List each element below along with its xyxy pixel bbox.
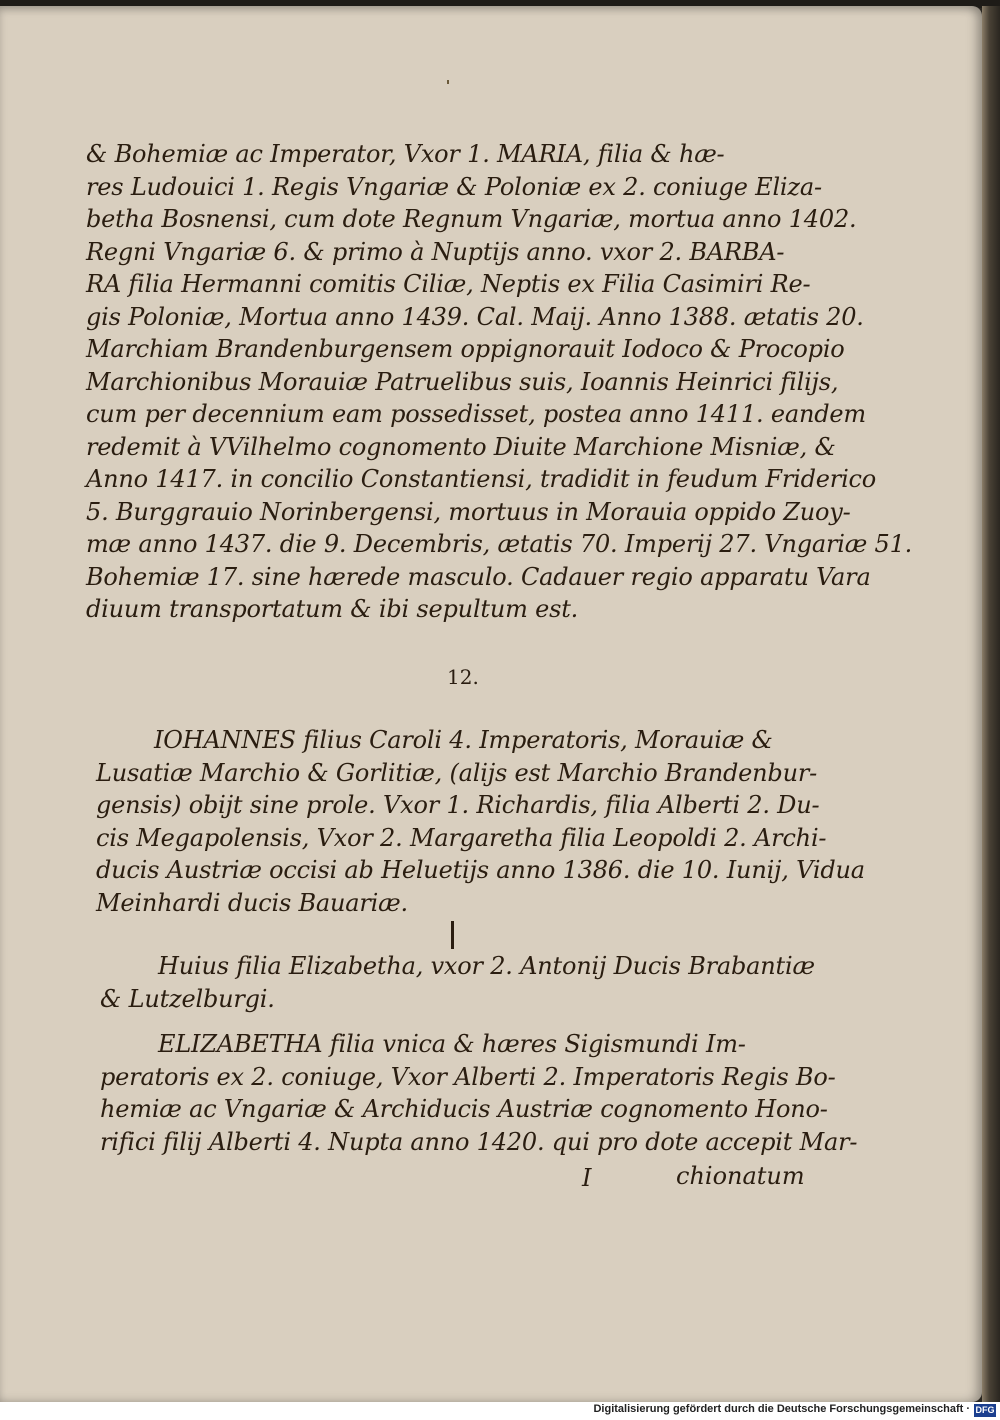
text-line: diuum transportatum & ibi sepultum est. xyxy=(86,595,579,623)
text-line: cum per decennium eam possedisset, postea anno 1411. eandem xyxy=(86,400,866,428)
text-line: mæ anno 1437. die 9. Decembris, ætatis 70. Imperij 27. Vngariæ 51. xyxy=(86,530,913,558)
text-line: & Bohemiæ ac Imperator, Vxor 1. MARIA, filia & hæ- xyxy=(86,140,725,168)
paragraph-daughter xyxy=(100,950,815,1015)
text-line: betha Bosnensi, cum dote Regnum Vngariæ, mortua anno 1402. xyxy=(86,205,857,233)
text-line: ducis Austriæ occisi ab Heluetijs anno 1386. die 10. Iunij, Vidua xyxy=(96,856,865,884)
text-line: Anno 1417. in concilio Constantiensi, tradidit in feudum Friderico xyxy=(86,465,877,493)
text-line: gis Poloniæ, Mortua anno 1439. Cal. Maij. Anno 1388. ætatis 20. xyxy=(86,302,864,331)
text-line: & Lutzelburgi. xyxy=(100,984,275,1013)
signature-mark: I xyxy=(582,1164,592,1192)
text-line: rifici filij Alberti 4. Nupta anno 1420. qui pro dote accepit Mar- xyxy=(100,1127,858,1156)
text-line: 5. Burggrauio Norinbergensi, mortuus in Morauia oppido Zuoy- xyxy=(86,497,851,526)
text-line: redemit à VVilhelmo cognomento Diuite Marchione Misniæ, & xyxy=(86,432,836,461)
footer-credit: Digitalisierung gefördert durch die Deutsche Forschungsgemeinschaft · xyxy=(593,1403,970,1415)
section-number: 12. xyxy=(447,665,479,689)
text-line: Marchiam Brandenburgensem oppignorauit Iodoco & Procopio xyxy=(86,335,845,363)
paragraph-elizabetha xyxy=(100,1028,857,1158)
catchword: chionatum xyxy=(676,1162,805,1190)
text-line: IOHANNES filius Caroli 4. Imperatoris, Morauiæ & xyxy=(154,726,773,754)
text-line: Huius filia Elizabetha, vxor 2. Antonij Ducis Brabantiæ xyxy=(158,952,815,980)
text-line: Regni Vngariæ 6. & primo à Nuptijs anno. vxor 2. BARBA- xyxy=(86,237,785,266)
text-line: gensis) obijt sine prole. Vxor 1. Richardis, filia Alberti 2. Du- xyxy=(96,791,820,819)
text-line: res Ludouici 1. Regis Vngariæ & Poloniæ ex 2. coniuge Eliza- xyxy=(86,172,822,201)
genealogy-line xyxy=(451,921,454,949)
text-line: RA filia Hermanni comitis Ciliæ, Neptis ex Filia Casimiri Re- xyxy=(86,270,811,298)
page-mark xyxy=(447,80,449,84)
dfg-logo-icon: DFG xyxy=(975,1405,995,1415)
text-line: hemiæ ac Vngariæ & Archiducis Austriæ cognomento Hono- xyxy=(100,1095,828,1123)
text-line: Bohemiæ 17. sine hærede masculo. Cadauer regio apparatu Vara xyxy=(86,562,871,591)
text-line: Lusatiæ Marchio & Gorlitiæ, (alijs est Marchio Brandenbur- xyxy=(96,758,818,787)
text-line: Marchionibus Morauiæ Patruelibus suis, Ioannis Heinrici filijs, xyxy=(86,367,839,396)
text-line: cis Megapolensis, Vxor 2. Margaretha filia Leopoldi 2. Archi- xyxy=(96,823,827,852)
paragraph-johannes xyxy=(96,724,865,919)
text-line: ELIZABETHA filia vnica & hæres Sigismundi Im- xyxy=(158,1030,746,1058)
text-line: peratoris ex 2. coniuge, Vxor Alberti 2. Imperatoris Regis Bo- xyxy=(100,1062,836,1091)
paragraph-sigismund xyxy=(86,138,912,626)
page-edge-shadow xyxy=(982,6,1000,1402)
text-line: Meinhardi ducis Bauariæ. xyxy=(96,888,408,917)
